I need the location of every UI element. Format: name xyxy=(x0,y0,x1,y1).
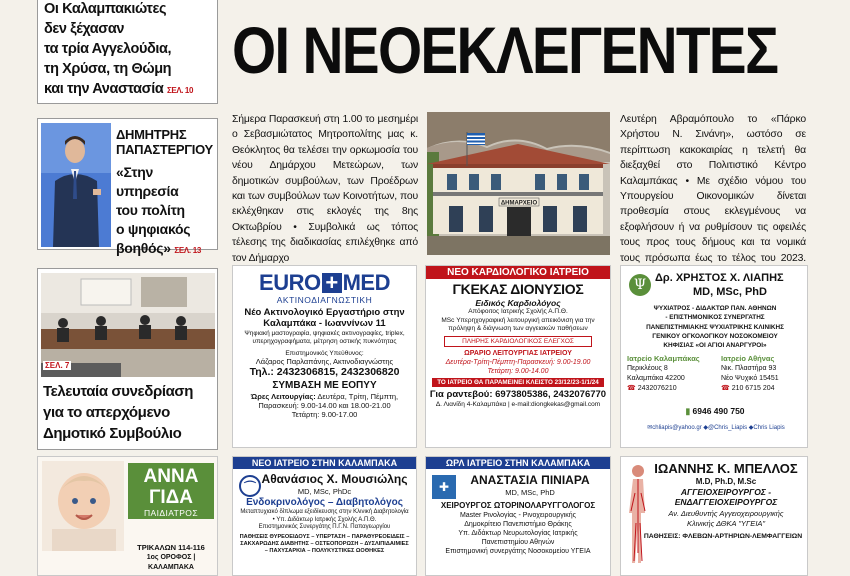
logo-part: EURO xyxy=(259,270,321,295)
credential-line: ΓΕΝΙΚΟΥ ΟΓΚΟΛΟΓΙΚΟΥ ΝΟΣΟΚΟΜΕΙΟΥ xyxy=(652,332,778,340)
ad-euromed[interactable] xyxy=(232,265,417,448)
piniara-line: Master Ρινολογίας - Ρινοχειρουργικής xyxy=(459,512,577,519)
teaser-council-meeting[interactable] xyxy=(37,268,218,450)
ad-anna-gida-pediatrician[interactable] xyxy=(37,456,218,576)
facebook-icon: ◆ xyxy=(748,425,754,431)
mousiolis-degree: MD, MSc, PhDc xyxy=(297,487,352,496)
hours-text: Δευτέρα, Τρίτη, Πέμπτη, Παρασκευή: 9.00-14.00 και 18.00-21.00 xyxy=(258,392,399,410)
teaser-papastergiou[interactable] xyxy=(37,118,218,256)
town-hall-photo xyxy=(427,112,610,255)
gkekas-hours-1: Δευτέρα-Τρίτη-Πέμπτη-Παρασκευή: 9.00-19.00 xyxy=(445,359,591,366)
piniara-degree: MD, MSc, PhD xyxy=(505,488,555,497)
piniara-line: Υπ. Διδάκτωρ Νευρωτολογίας Ιατρικής xyxy=(458,530,578,537)
liapis-mobile: ▮ 6946 490 750 xyxy=(685,406,745,416)
mousiolis-diseases: ΠΑΘΗΣΕΙΣ ΘΥΡΕΟΕΙΔΟΥΣ – ΥΠΕΡΤΑΣΗ – ΠΑΡΑΘΥΡΕΟΕΙΔΕΙΣ – ΣΑΚΧΑΡΩΔΗΣ ΔΙΑΒΗΤΗΣ – ΟΣΤΕΟΠΟΡΩΣΗ – ΔΥΣΛΙΠΙΔΑΙΜΙΕΣ – ΠΑΧΥΣΑΡΚΙΑ – ΠΟΛΥΚΥΣΤΙΚΕΣ ΩΟΘΗΚΕΣ xyxy=(239,533,410,554)
teaser-papastergiou-name xyxy=(116,127,213,157)
office-address: Καλαμπάκα 42200 xyxy=(627,375,685,382)
gkekas-specialty: Ειδικός Καρδιολόγος xyxy=(475,298,561,308)
credential-line: ΚΗΦΙΣΙΑΣ «ΟΙ ΑΓΙΟΙ ΑΝΑΡΓΥΡΟΙ» xyxy=(663,342,767,350)
ad-liapis-psychiatrist[interactable] xyxy=(620,265,808,448)
mpellos-specialty xyxy=(645,487,807,507)
teaser-line: Τελευταία συνεδρίαση xyxy=(43,383,194,400)
gkekas-desc: MSc Υπερηχογραφική λειτουργική απεικόνιση για την πρόληψη & διάγνωση των αγγειακών παθήσεων xyxy=(441,317,595,332)
office-phone: ☎ 210 6715 204 xyxy=(721,385,775,392)
quote-line: βοηθός» ΣΕΛ. 13 xyxy=(116,240,202,256)
gkekas-name: ΓΚΕΚΑΣ ΔΙΟΝΥΣΙΟΣ xyxy=(452,281,584,297)
teaser-line: τη Χρύσα, τη Θώμη xyxy=(44,61,172,77)
euromed-contract: ΣΥΜΒΑΣΗ ΜΕ ΕΟΠΥΥ xyxy=(272,380,377,391)
anna-floor: 1ος ΟΡΟΦΟΣ | ΚΑΛΑΜΠΑΚΑ xyxy=(146,554,196,571)
psi-logo-icon: Ψ xyxy=(629,274,651,296)
liapis-email[interactable]: chliapis@yahoo.gr xyxy=(652,425,702,431)
anna-role: ΠΑΙΔΙΑΤΡΟΣ xyxy=(144,508,198,518)
vascular-figure-icon xyxy=(625,463,651,567)
mobile-icon: ▮ xyxy=(685,406,691,416)
anna-name-1: ΑΝΝΑ xyxy=(143,466,199,487)
piniara-specialty: ΧΕΙΡΟΥΡΓΟΣ ΩΤΟΡΙΝΟΛΑΡΥΓΓΟΛΟΓΟΣ xyxy=(440,501,596,510)
quote-line: «Στην υπηρεσία xyxy=(116,164,179,199)
teaser-kalampaka-angels[interactable] xyxy=(37,0,218,104)
credential-line: ΨΥΧΙΑΤΡΟΣ - ΔΙΔΑΚΤΩΡ ΠΑΝ. ΑΘΗΝΩΝ xyxy=(653,305,777,312)
name-line: ΔΗΜΗΤΡΗΣ xyxy=(116,127,187,142)
gkekas-check: ΠΛΗΡΗΣ ΚΑΡΔΙΟΛΟΓΙΚΟΣ ΕΛΕΓΧΟΣ xyxy=(444,336,592,347)
mousiolis-banner: ΝΕΟ ΙΑΤΡΕΙΟ ΣΤΗΝ ΚΑΛΑΜΠΑΚΑ xyxy=(233,457,416,469)
liapis-degree: MD, MSc, PhD xyxy=(693,286,767,298)
gkekas-closed-notice: ΤΟ ΙΑΤΡΕΙΟ ΘΑ ΠΑΡΑΜΕΙΝΕΙ ΚΛΕΙΣΤΟ 23/12/23-1/1/24 xyxy=(432,378,604,387)
article-column-2 xyxy=(620,112,806,264)
credential-line: - ΕΠΙΣΤΗΜΟΝΙΚΟΣ ΣΥΝΕΡΓΑΤΗΣ xyxy=(665,314,765,322)
logo-plus: + xyxy=(322,273,342,293)
liapis-facebook[interactable]: Chris Liapis xyxy=(753,425,785,431)
teaser-line: δεν ξέχασαν xyxy=(44,21,125,37)
anna-address xyxy=(124,543,218,573)
euromed-wednesday: Τετάρτη: 9.00-17.00 xyxy=(291,410,358,419)
email-icon: ✉ xyxy=(647,425,653,431)
liapis-contacts xyxy=(625,424,807,432)
office-title: Ιατρείο Καλαμπάκας xyxy=(627,354,700,363)
baby-photo xyxy=(42,461,124,551)
gkekas-hours-2: Τετάρτη: 9.00-14.00 xyxy=(487,368,549,375)
phone-icon: ☎ xyxy=(627,385,636,392)
twitter-icon: ◆ xyxy=(703,425,708,431)
town-hall-sign: ΔΗΜΑΡΧΕΙΟ xyxy=(500,200,538,207)
teaser-line: τα τρία Αγγελούδια, xyxy=(44,41,172,57)
teaser-line: και την Αναστασία ΣΕΛ. 10 xyxy=(44,81,194,97)
teaser-line: για το απερχόμενο xyxy=(43,404,170,421)
euromed-hours xyxy=(233,392,416,410)
office-phone: ☎ 2432076210 xyxy=(627,385,677,392)
piniara-logo-icon: ✚ xyxy=(432,475,456,499)
gkekas-banner: ΝΕΟ ΚΑΡΔΙΟΛΟΓΙΚΟ ΙΑΤΡΕΙΟ xyxy=(426,266,610,279)
ad-mousiolis-endocrinologist[interactable] xyxy=(232,456,417,576)
mpellos-name: ΙΩΑΝΝΗΣ Κ. ΜΠΕΛΛΟΣ xyxy=(654,461,798,476)
euromed-logo xyxy=(233,271,416,295)
specialty-line: ΕΝΔΑΓΓΕΙΟΧΕΙΡΟΥΡΓΟΣ xyxy=(674,497,778,507)
portrait-photo xyxy=(41,123,111,247)
phone-icon: ☎ xyxy=(721,385,730,392)
mousiolis-specialty: Ενδοκρινολόγος – Διαβητολόγος xyxy=(246,497,403,508)
ad-mpellos-vascular-surgeon[interactable] xyxy=(620,456,808,576)
euromed-title: Νέο Ακτινολογικό Εργαστήριο στην Καλαμπάκα - Ιωαννίνων 11 xyxy=(244,307,405,329)
article-col2-text: Λευτέρη Αβραμόπουλο το «Πάρκο Χρήστου Ν. Σινάνη», ωστόσο σε περίπτωση κακοκαιρίας η τελετή θα διεξαχθεί στο Πολιτιστικό Κέντρο Καλαμπάκας • Με σχέδιο νόμου του Υπουργείου Οικονομικών δίνεται προθεσμία στους εκλεγμένους να εξοφλήσουν ή να ρυθμίσουν τις οφειλές τους προς τους δήμους και τα νομικά τους πρόσωπα έως το τέλος του 2023. xyxy=(620,114,806,264)
page-ref: ΣΕΛ. 13 xyxy=(174,246,202,255)
mpellos-diseases: ΠΑΘΗΣΕΙΣ: ΦΛΕΒΩΝ-ΑΡΤΗΡΙΩΝ-ΛΕΜΦΑΓΓΕΙΩΝ xyxy=(643,533,803,540)
liapis-twitter[interactable]: @Chris_Liapis xyxy=(708,425,748,431)
teaser-line: Δημοτικό Συμβούλιο xyxy=(43,425,182,442)
headline-text: ΟΙ ΝΕΟΕΚΛΕΓΕΝΤΕΣ xyxy=(232,13,778,87)
credential-line: ΠΑΝΕΠΙΣΤΗΜΙΑΚΗΣ ΨΥΧΙΑΤΡΙΚΗΣ ΚΛΙΝΙΚΗΣ xyxy=(646,323,784,331)
logo-part: MED xyxy=(342,270,390,295)
anna-street: ΤΡΙΚΑΛΩΝ 114-116 xyxy=(137,543,205,552)
gkekas-hours-title: ΩΡΑΡΙΟ ΛΕΙΤΟΥΡΓΙΑΣ ΙΑΤΡΕΙΟΥ xyxy=(464,350,572,357)
euromed-resp-name: Λάζαρος Παρλαπάνης, Ακτινοδιαγνώστης xyxy=(255,357,394,366)
euromed-resp-label: Επιστημονικός Υπεύθυνος: xyxy=(285,350,364,357)
teaser-kalampaka-headline xyxy=(44,0,193,101)
piniara-line: Επιστημονική συνεργάτης Νοσοκομείου ΥΓΕΙΑ xyxy=(445,548,591,555)
piniara-name: ΑΝΑΣΤΑΣΙΑ ΠΙΝΙΑΡΑ xyxy=(470,473,590,487)
euromed-phones: Τηλ.: 2432306815, 2432306820 xyxy=(249,366,400,378)
quote-line: ο ψηφιακός xyxy=(116,221,191,237)
specialty-line: ΑΓΓΕΙΟΧΕΙΡΟΥΡΓΟΣ - xyxy=(680,487,772,497)
mousiolis-desc-2: Επιστημονικός Συνεργάτης Π.Γ.Ν. Παπαγεωργίου xyxy=(258,524,391,530)
piniara-lines xyxy=(426,511,610,556)
liapis-office-athens xyxy=(721,354,807,394)
office-address: Νικ. Πλαστήρα 93 xyxy=(721,365,777,372)
teaser-council-headline xyxy=(43,381,193,444)
mpellos-lines xyxy=(645,509,807,529)
gkekas-address: Δ. Λιανίδη 4-Καλαμπάκα | e-mail:diongkekas@gmail.com xyxy=(435,401,601,408)
gkekas-school: Απόφοιτος Ιατρικής Σχολής Α.Π.Θ. xyxy=(468,308,568,315)
liapis-name: Δρ. ΧΡΗΣΤΟΣ Χ. ΛΙΑΠΗΣ xyxy=(655,272,784,284)
hours-label: Ώρες Λειτουργίας: xyxy=(250,392,316,401)
page-ref: ΣΕΛ. 10 xyxy=(166,86,194,95)
mousiolis-name: Αθανάσιος Χ. Μουσιώλης xyxy=(261,472,408,486)
gkekas-appointments: Για ραντεβού: 6973805386, 2432076770 xyxy=(429,389,607,400)
article-column-1: Σήμερα Παρασκευή στη 1.00 το μεσημέρι ο Σεβασμιώτατος Μητροπολίτης μας κ. Θεόκλητος θα τελέσει την ορκωμοσία του νέου Δημάρχου Μετεώρων, των δημοτικών συμβούλων, των Προέδρων και των συμβούλων των Κοινοτήτων, που εκλέχθηκαν στις εκλογές της 8ης Οκτωβρίου • Συμβολικά ως τόπος τέλεσης της διαδικασίας επιλέχθηκε από τον Δήμαρχο xyxy=(232,114,418,264)
anna-name-box xyxy=(128,463,214,519)
name-line: ΠΑΠΑΣΤΕΡΓΙΟΥ xyxy=(116,142,213,157)
piniara-line: Δημοκρίτειο Πανεπιστήμιο Θράκης xyxy=(464,521,572,528)
quote-line: του πολίτη xyxy=(116,202,185,218)
anna-name-2: ΓΙΔΑ xyxy=(148,487,194,508)
mousiolis-desc-1: Μεταπτυχιακό δίπλωμα εξειδίκευσης στην Κλινική Διαβητολογία • Υπ. Διδάκτωρ Ιατρικής Σχολής Α.Π.Θ. xyxy=(240,509,409,523)
teaser-papastergiou-quote xyxy=(116,163,217,260)
office-title: Ιατρείο Αθήνας xyxy=(721,354,775,363)
ad-gkekas-cardiologist[interactable] xyxy=(425,265,611,448)
euromed-services: Ψηφιακή μαστογραφία, ψηφιακές ακτινογραφίες, triplex, υπερηχογραφήματα, μέτρηση οστικής πυκνότητας xyxy=(244,330,405,345)
office-address: Περικλέους 8 xyxy=(627,365,668,372)
piniara-banner: ΩΡΛ ΙΑΤΡΕΙΟ ΣΤΗΝ ΚΑΛΑΜΠΑΚΑ xyxy=(426,457,610,469)
mousiolis-logo-icon: ⌒ xyxy=(239,475,261,497)
teaser-line: Οι Καλαμπακιώτες xyxy=(44,1,167,17)
ad-piniara-ent[interactable] xyxy=(425,456,611,576)
liapis-credentials xyxy=(625,304,805,350)
mpellos-line: Αν. Διευθυντής Αγγειοχειρουργικής xyxy=(668,509,784,518)
main-headline xyxy=(232,4,832,104)
office-address: Νέο Ψυχικό 15451 xyxy=(721,375,779,382)
euromed-logo-sub: ΑΚΤΙΝΟΔΙΑΓΝΩΣΤΙΚΗ xyxy=(276,295,373,305)
liapis-office-kalampaka xyxy=(627,354,715,394)
mpellos-degree: M.D, Ph.D, M.Sc xyxy=(695,477,757,486)
page-ref: ΣΕΛ. 7 xyxy=(45,361,70,370)
mpellos-line: Κλινικής ΔΘΚΑ "ΥΓΕΙΑ" xyxy=(686,519,766,528)
piniara-line: Πανεπιστημίου Αθηνών xyxy=(481,539,555,546)
